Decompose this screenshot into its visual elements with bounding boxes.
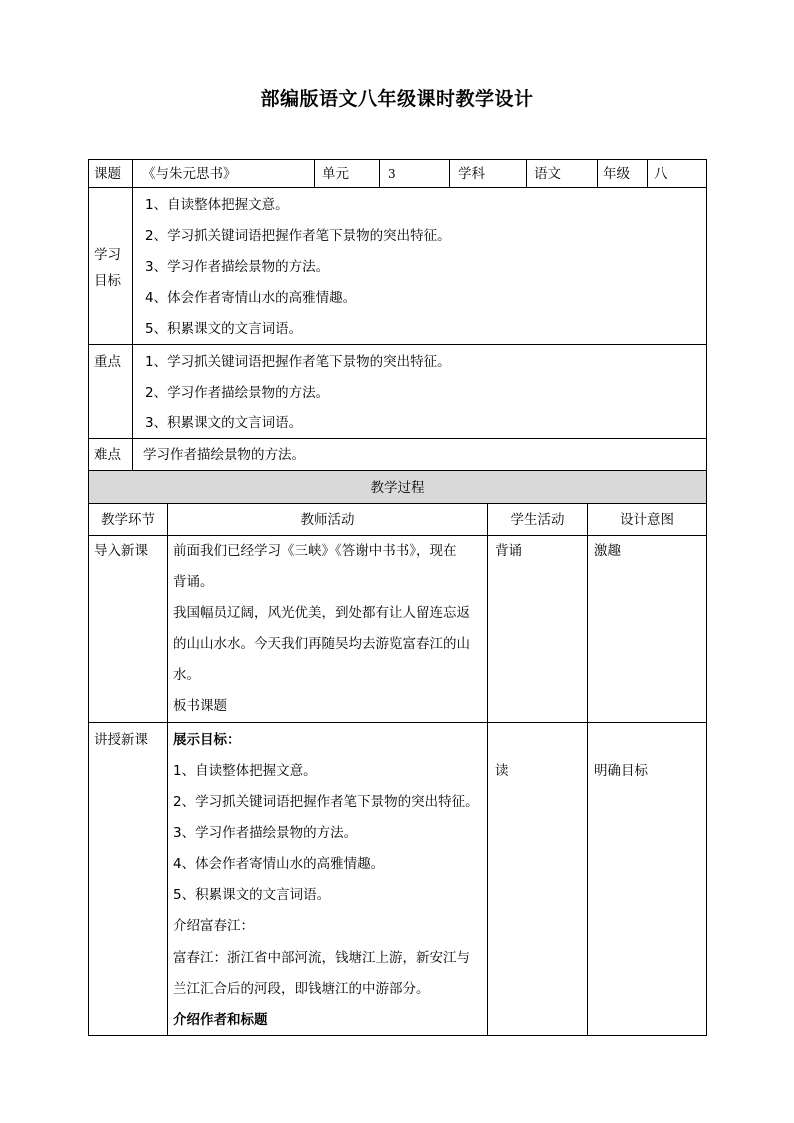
key-point-item: 3、积累课文的文言词语。 <box>145 415 303 431</box>
subject-value: 语文 <box>534 166 561 182</box>
table-border-left <box>88 159 89 1036</box>
grade-label: 年级 <box>603 166 630 182</box>
table-border-right <box>706 159 707 1036</box>
design-intent-cell: 激趣 <box>594 543 621 559</box>
topic-value: 《与朱元思书》 <box>142 166 237 182</box>
grade-value: 八 <box>654 166 668 182</box>
topic-label: 课题 <box>94 166 121 182</box>
objectives-label-line1: 学习 <box>94 247 121 263</box>
col-divider <box>132 159 133 471</box>
teacher-line: 4、体会作者寄情山水的高雅情趣。 <box>173 856 385 872</box>
teacher-line: 3、学习作者描绘景物的方法。 <box>173 825 358 841</box>
teacher-line: 背诵。 <box>173 574 214 590</box>
objective-item: 2、学习抓关键词语把握作者笔下景物的突出特征。 <box>145 228 451 244</box>
design-intent-cell: 明确目标 <box>594 763 648 779</box>
teacher-line: 介绍富春江： <box>173 918 254 934</box>
objective-item: 4、体会作者寄情山水的高雅情趣。 <box>145 290 357 306</box>
row-divider <box>88 722 707 723</box>
col-divider <box>314 159 315 188</box>
col-divider <box>597 159 598 188</box>
objective-item: 3、学习作者描绘景物的方法。 <box>145 259 330 275</box>
teacher-line: 2、学习抓关键词语把握作者笔下景物的突出特征。 <box>173 794 479 810</box>
objective-item: 5、积累课文的文言词语。 <box>145 321 303 337</box>
teacher-line: 富春江：浙江省中部河流，钱塘江上游，新安江与 <box>173 950 470 966</box>
objective-item: 1、自读整体把握文意。 <box>145 197 289 213</box>
table-border-bottom <box>88 1035 707 1036</box>
col-divider <box>167 503 168 1036</box>
column-header-stage: 教学环节 <box>101 512 155 528</box>
difficulty-label: 难点 <box>94 447 121 463</box>
document-title: 部编版语文八年级课时教学设计 <box>260 88 534 110</box>
unit-value: 3 <box>388 167 396 181</box>
row-divider <box>88 344 707 345</box>
teacher-line: 5、积累课文的文言词语。 <box>173 887 331 903</box>
key-point-item: 2、学习作者描绘景物的方法。 <box>145 385 330 401</box>
stage-cell: 讲授新课 <box>94 732 148 748</box>
col-divider <box>487 503 488 1036</box>
column-header-intent: 设计意图 <box>620 512 674 528</box>
teacher-line: 我国幅员辽阔，风光优美，到处都有让人留连忘返 <box>173 605 470 621</box>
difficulty-text: 学习作者描绘景物的方法。 <box>143 447 305 463</box>
stage-cell: 导入新课 <box>94 543 148 559</box>
row-divider <box>88 438 707 439</box>
student-activity-cell: 背诵 <box>495 543 522 559</box>
process-header: 教学过程 <box>370 480 425 496</box>
unit-label: 单元 <box>322 166 349 182</box>
table-border-top <box>88 159 707 160</box>
col-divider <box>526 159 527 188</box>
col-divider <box>449 159 450 188</box>
teacher-line: 水。 <box>173 667 200 683</box>
column-header-teacher: 教师活动 <box>300 512 355 528</box>
teacher-line: 1、自读整体把握文意。 <box>173 763 317 779</box>
col-divider <box>587 503 588 1036</box>
row-divider <box>88 503 707 504</box>
teacher-line: 前面我们已经学习《三峡》《答谢中书书》，现在 <box>173 543 457 559</box>
row-divider <box>88 187 707 188</box>
key-point-item: 1、学习抓关键词语把握作者笔下景物的突出特征。 <box>145 354 451 370</box>
col-divider <box>379 159 380 188</box>
column-header-student: 学生活动 <box>510 512 565 528</box>
col-divider <box>647 159 648 188</box>
teacher-line: 板书课题 <box>173 698 227 714</box>
teacher-line-heading: 介绍作者和标题 <box>173 1012 268 1028</box>
key-points-label: 重点 <box>94 354 121 370</box>
teacher-line: 兰江汇合后的河段，即钱塘江的中游部分。 <box>173 981 430 997</box>
teacher-line: 的山山水水。今天我们再随吴均去游览富春江的山 <box>173 636 470 652</box>
row-divider <box>88 470 707 471</box>
student-activity-cell: 读 <box>495 763 509 779</box>
teacher-line-heading: 展示目标： <box>173 732 241 748</box>
objectives-label-line2: 目标 <box>94 273 121 289</box>
row-divider <box>88 535 707 536</box>
subject-label: 学科 <box>458 166 485 182</box>
